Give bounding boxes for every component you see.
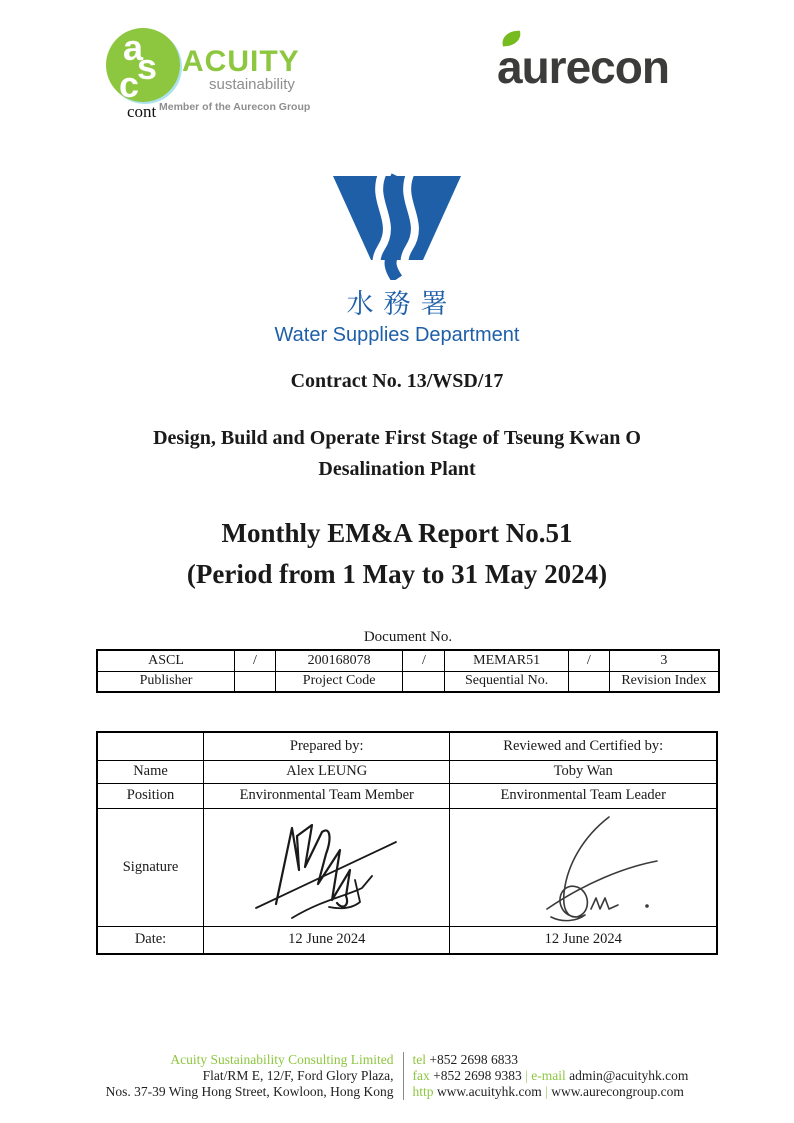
empty-cell: [235, 671, 276, 692]
prepared-position: Environmental Team Member: [204, 783, 450, 808]
slash-cell: /: [235, 650, 276, 671]
date-row: [97, 926, 717, 954]
position-label: Position: [97, 783, 204, 808]
separator: |: [545, 1084, 548, 1099]
wsd-english-name: Water Supplies Department: [274, 324, 520, 346]
prepared-signature-cell: [204, 808, 450, 926]
document-no-caption: Document No.: [363, 629, 453, 645]
date-label: Date:: [97, 926, 204, 954]
report-title: [0, 513, 794, 595]
report-title-line1: Monthly EM&A Report No.51: [221, 518, 573, 548]
contract-number-title: Contract No. 13/WSD/17: [290, 370, 504, 392]
footer-address-block: [106, 1052, 403, 1100]
wsd-chinese-name: 水務署: [346, 289, 458, 319]
signature-header-row: [97, 732, 717, 760]
reviewed-position: Environmental Team Leader: [450, 783, 717, 808]
report-title-line2: (Period from 1 May to 31 May 2024): [186, 559, 608, 589]
aurecon-logo: [497, 28, 712, 94]
sequential-no-label: Sequential No.: [445, 671, 569, 692]
prepared-name: Alex LEUNG: [204, 760, 450, 783]
acuity-logo: [106, 26, 326, 121]
fax-value: +852 2698 9383: [433, 1068, 522, 1083]
footer-address-line1: Flat/RM E, 12/F, Ford Glory Plaza,: [202, 1068, 394, 1083]
revision-index-label: Revision Index: [609, 671, 719, 692]
footer-tel-line: [413, 1052, 689, 1068]
empty-cell: [403, 671, 445, 692]
email-label: e-mail: [531, 1068, 566, 1083]
footer-address-line2: Nos. 37-39 Wing Hong Street, Kowloon, Hong Kong: [105, 1084, 394, 1099]
publisher-value: ASCL: [97, 650, 235, 671]
empty-cell: [568, 671, 609, 692]
email-value: admin@acuityhk.com: [569, 1068, 689, 1083]
reviewed-by-header: Reviewed and Certified by:: [450, 732, 717, 760]
tel-value: +852 2698 6833: [429, 1052, 519, 1067]
circle-letter-s: s: [137, 46, 158, 87]
http-label: http: [412, 1084, 434, 1099]
project-title: [0, 423, 794, 485]
web1-value: www.acuityhk.com: [436, 1084, 542, 1099]
fax-label: fax: [412, 1068, 430, 1083]
wsd-logo: [0, 168, 794, 347]
reviewed-name: Toby Wan: [450, 760, 717, 783]
footer: [0, 1052, 794, 1100]
web2-value: www.aurecongroup.com: [551, 1084, 684, 1099]
circle-letter-c: c: [119, 64, 140, 105]
signature-row: [97, 808, 717, 926]
acuity-wordmark: ACUITY: [182, 45, 300, 78]
project-code-value: 200168078: [275, 650, 403, 671]
document-values-row: [97, 650, 719, 671]
document-no-table: [96, 649, 720, 693]
reviewed-signature-cell: [450, 808, 717, 926]
project-title-line2: Desalination Plant: [318, 458, 476, 480]
circle-letter-a: a: [123, 27, 144, 68]
prepared-by-header: Prepared by:: [204, 732, 450, 760]
sequential-no-value: MEMAR51: [445, 650, 569, 671]
name-row: [97, 760, 717, 783]
acuity-member-line: Member of the Aurecon Group: [159, 101, 311, 113]
name-label: Name: [97, 760, 204, 783]
signature-label: Signature: [97, 808, 204, 926]
footer-contact-block: [404, 1052, 689, 1100]
footer-company: Acuity Sustainability Consulting Limited: [170, 1052, 394, 1067]
project-code-label: Project Code: [275, 671, 403, 692]
publisher-label: Publisher: [97, 671, 235, 692]
position-row: [97, 783, 717, 808]
footer-web-line: [413, 1084, 689, 1100]
acuity-circle-icon: [106, 27, 180, 105]
revision-index-value: 3: [609, 650, 719, 671]
tel-label: tel: [412, 1052, 427, 1067]
slash-cell: /: [403, 650, 445, 671]
footer-fax-email-line: [413, 1068, 689, 1084]
cont-text: cont: [127, 102, 157, 121]
prepared-date: 12 June 2024: [204, 926, 450, 954]
project-title-line1: Design, Build and Operate First Stage of Tseung Kwan O: [153, 427, 641, 449]
acuity-subtitle: sustainability: [209, 76, 295, 93]
document-labels-row: [97, 671, 719, 692]
prepared-signature-image: [234, 812, 419, 922]
reviewed-date: 12 June 2024: [450, 926, 717, 954]
wsd-triangle-icon: [327, 168, 467, 280]
empty-cell: [97, 732, 204, 760]
reviewed-signature-image: [501, 811, 666, 923]
slash-cell: /: [568, 650, 609, 671]
aurecon-wordmark: aurecon: [497, 41, 669, 93]
signature-table: [96, 731, 718, 955]
separator: |: [525, 1068, 528, 1083]
